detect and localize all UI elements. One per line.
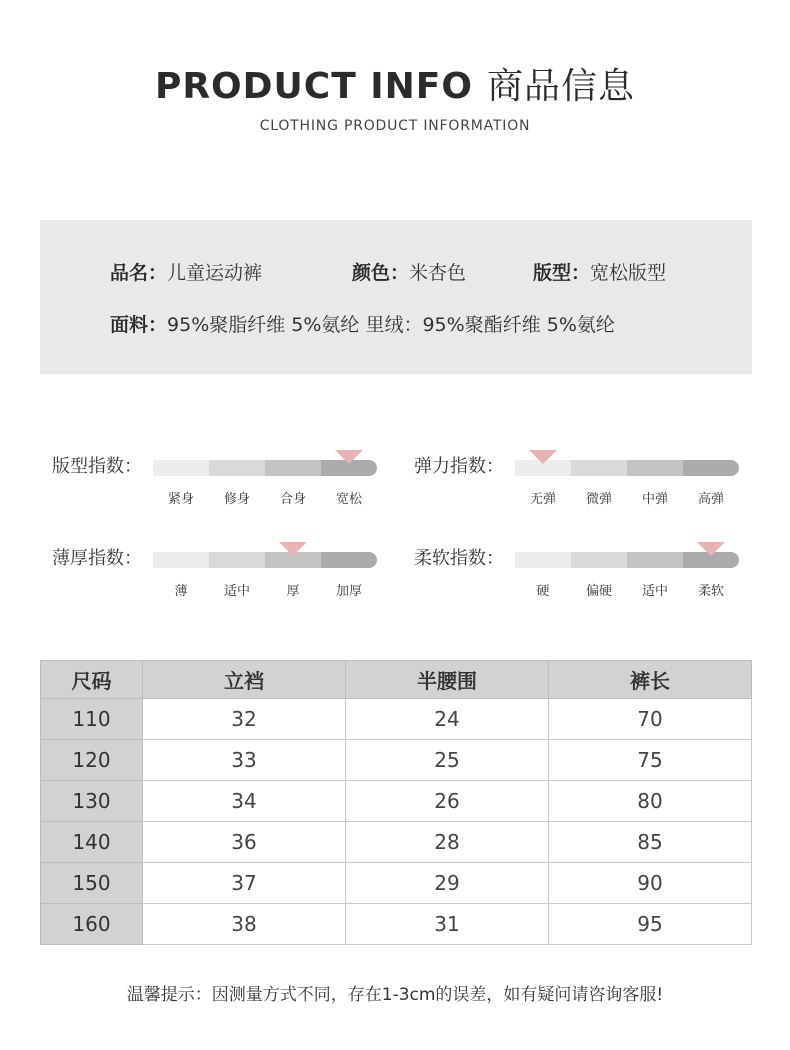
rise-cell: 32 bbox=[143, 699, 346, 740]
info-fabric-key: 面料： bbox=[110, 314, 168, 336]
waist-cell: 24 bbox=[346, 699, 549, 740]
waist-cell: 25 bbox=[346, 740, 549, 781]
softness-index-options bbox=[515, 580, 739, 598]
length-cell: 80 bbox=[549, 781, 752, 822]
info-name-value: 儿童运动裤 bbox=[167, 262, 263, 284]
fit-option: 合身 bbox=[279, 492, 306, 507]
table-row bbox=[41, 863, 752, 904]
elasticity-index-marker bbox=[529, 450, 557, 464]
thickness-index-label: 薄厚指数： bbox=[52, 548, 142, 569]
length-cell: 95 bbox=[549, 904, 752, 945]
softness-index-label: 柔软指数： bbox=[414, 548, 504, 569]
waist-cell: 31 bbox=[346, 904, 549, 945]
rise-cell: 33 bbox=[143, 740, 346, 781]
info-color-key: 颜色： bbox=[352, 262, 410, 284]
fit-option: 紧身 bbox=[167, 492, 194, 507]
elasticity-option: 中弹 bbox=[641, 492, 668, 507]
info-color bbox=[352, 258, 466, 285]
fit-index bbox=[52, 452, 412, 512]
table-row bbox=[41, 904, 752, 945]
size-cell: 160 bbox=[41, 904, 143, 945]
thickness-option: 薄 bbox=[174, 584, 188, 599]
elasticity-option: 无弹 bbox=[529, 492, 556, 507]
size-cell: 110 bbox=[41, 699, 143, 740]
softness-option: 硬 bbox=[536, 584, 550, 599]
size-cell: 150 bbox=[41, 863, 143, 904]
elasticity-index-label: 弹力指数： bbox=[414, 456, 504, 477]
fit-index-options bbox=[153, 488, 377, 506]
header-half-waist: 半腰围 bbox=[346, 661, 549, 699]
info-fit bbox=[533, 258, 666, 285]
rise-cell: 34 bbox=[143, 781, 346, 822]
waist-cell: 28 bbox=[346, 822, 549, 863]
info-name bbox=[110, 258, 262, 285]
elasticity-option: 高弹 bbox=[697, 492, 724, 507]
elasticity-index-options bbox=[515, 488, 739, 506]
table-row bbox=[41, 781, 752, 822]
elasticity-option: 微弹 bbox=[585, 492, 612, 507]
fit-option: 宽松 bbox=[335, 492, 362, 507]
info-fabric bbox=[110, 310, 615, 337]
softness-index bbox=[414, 544, 774, 604]
thickness-option: 厚 bbox=[286, 584, 300, 599]
table-row bbox=[41, 699, 752, 740]
size-cell: 140 bbox=[41, 822, 143, 863]
rise-cell: 38 bbox=[143, 904, 346, 945]
waist-cell: 26 bbox=[346, 781, 549, 822]
thickness-option: 加厚 bbox=[335, 584, 362, 599]
size-table bbox=[40, 660, 752, 945]
length-cell: 70 bbox=[549, 699, 752, 740]
thickness-index-options bbox=[153, 580, 377, 598]
info-color-value: 米杏色 bbox=[409, 262, 467, 284]
measurement-tip: 温馨提示：因测量方式不同，存在1-3cm的误差，如有疑问请咨询客服! bbox=[126, 985, 664, 1005]
title-cn: 商品信息 bbox=[487, 66, 636, 107]
info-fabric-value: 95%聚脂纤维 5%氨纶 里绒：95%聚酯纤维 5%氨纶 bbox=[167, 314, 615, 336]
product-info-box bbox=[40, 220, 752, 374]
info-fit-value: 宽松版型 bbox=[590, 262, 667, 284]
thickness-index-bar bbox=[153, 552, 377, 568]
table-row bbox=[41, 822, 752, 863]
title-en: PRODUCT INFO bbox=[154, 66, 474, 107]
waist-cell: 29 bbox=[346, 863, 549, 904]
fit-index-marker bbox=[335, 450, 363, 464]
page-title bbox=[0, 58, 790, 109]
header-size: 尺码 bbox=[41, 661, 143, 699]
length-cell: 90 bbox=[549, 863, 752, 904]
thickness-index-marker bbox=[279, 542, 307, 556]
elasticity-index bbox=[414, 452, 774, 512]
size-cell: 120 bbox=[41, 740, 143, 781]
softness-index-marker bbox=[697, 542, 725, 556]
table-row bbox=[41, 740, 752, 781]
size-table-header-row bbox=[41, 661, 752, 699]
fit-option: 修身 bbox=[223, 492, 250, 507]
fit-index-label: 版型指数： bbox=[52, 456, 142, 477]
info-name-key: 品名： bbox=[110, 262, 168, 284]
thickness-option: 适中 bbox=[223, 584, 250, 599]
size-cell: 130 bbox=[41, 781, 143, 822]
softness-option: 柔软 bbox=[697, 584, 724, 599]
length-cell: 75 bbox=[549, 740, 752, 781]
softness-option: 适中 bbox=[641, 584, 668, 599]
info-fit-key: 版型： bbox=[533, 262, 591, 284]
rise-cell: 37 bbox=[143, 863, 346, 904]
header-rise: 立裆 bbox=[143, 661, 346, 699]
header-length: 裤长 bbox=[549, 661, 752, 699]
page-subtitle: CLOTHING PRODUCT INFORMATION bbox=[259, 118, 531, 134]
rise-cell: 36 bbox=[143, 822, 346, 863]
softness-option: 偏硬 bbox=[585, 584, 612, 599]
thickness-index bbox=[52, 544, 412, 604]
length-cell: 85 bbox=[549, 822, 752, 863]
